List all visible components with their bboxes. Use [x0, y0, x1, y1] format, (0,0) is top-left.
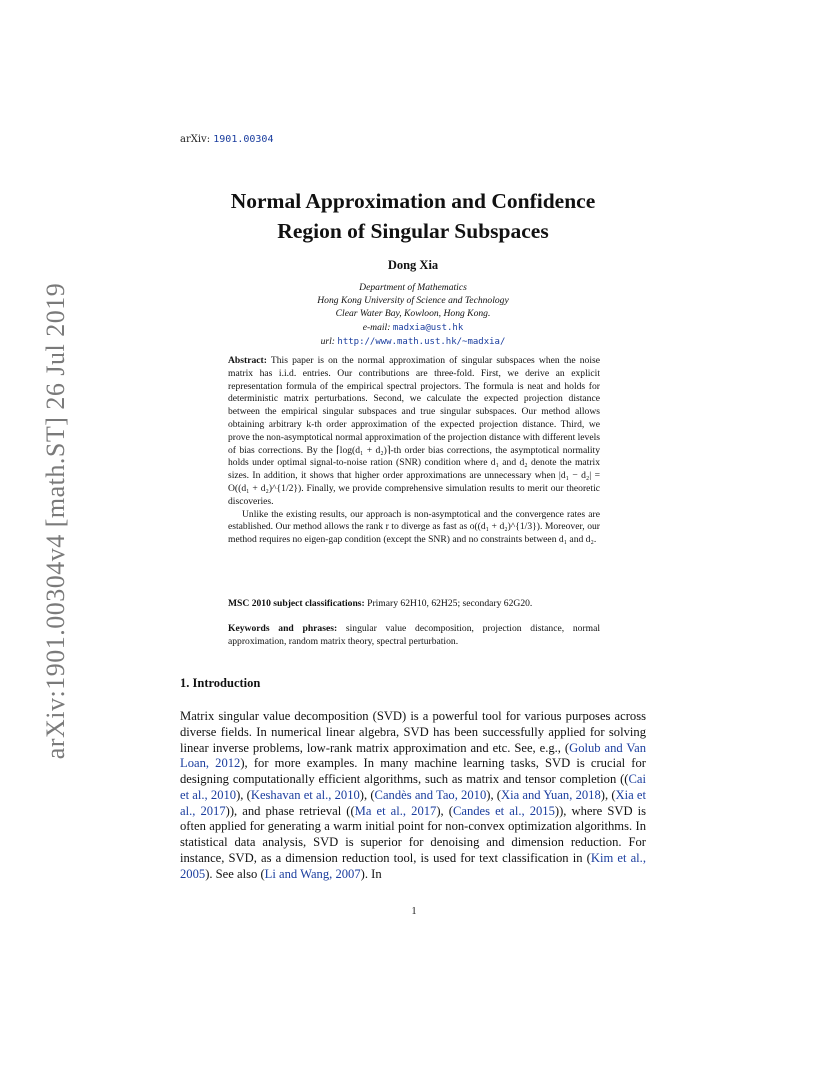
- keywords-block: [228, 623, 600, 649]
- keywords-label: Keywords and phrases:: [228, 623, 338, 634]
- abstract-label: Abstract:: [228, 355, 267, 366]
- citation-link[interactable]: Candes et al., 2015: [452, 803, 555, 818]
- msc-label: MSC 2010 subject classifications:: [228, 598, 365, 609]
- body-text-segment: ). See also (: [205, 866, 265, 881]
- paper-title: [170, 186, 656, 246]
- email-label: e-mail:: [362, 321, 393, 333]
- body-text-segment: ), (: [600, 787, 616, 802]
- affiliation-univ: Hong Kong University of Science and Technology: [317, 295, 509, 307]
- abstract-para-2: Unlike the existing results, our approach is non-asymptotical and the convergence rates are established. Our method allows the rank r to diverge as fast as o((d₁ + d₂)^{1/3}). Moreover, our method requires no eigen-gap condition (except the SNR) and no constraints between d₁ and d₂.: [228, 508, 600, 546]
- body-text-segment: ). In: [360, 866, 382, 881]
- title-line-2: Region of Singular Subspaces: [277, 219, 549, 243]
- body-text-segment: ), (: [486, 787, 501, 802]
- url-link[interactable]: http://www.math.ust.hk/~madxia/: [337, 336, 506, 347]
- citation-link[interactable]: Xia et al., 2017: [180, 787, 646, 818]
- title-line-1: Normal Approximation and Confidence: [230, 189, 596, 213]
- abstract-text-1: This paper is on the normal approximation of singular subspaces when the noise matrix has i.i.d. entries. Our contributions are three-fold. First, we derive an explicit representation formula of the empirical spectral projectors. The formula is neat and holds for deterministic matrix perturbations. Second, we calculate the expected projection distance between the empirical singular subspaces and true singular subspaces. Our method allows obtaining arbitrary k-th order approximation of the expected projection distance. Third, we prove the non-asymptotical normal approximation of the projection distance with different levels of bias corrections. By the ⌈log(d₁ + d₂)⌉-th order bias corrections, the asymptotical normality holds under optimal signal-to-noise ration (SNR) condition where d₁ and d₂ denote the matrix sizes. In addition, it shows that higher order approximations are unnecessary when |d₁ − d₂| = O((d₁ + d₂)^{1/2}). Finally, we provide comprehensive simulation results to merit our theoretic discoveries.: [228, 355, 601, 507]
- side-stamp-text: arXiv:1901.00304v4 [math.ST] 26 Jul 2019: [41, 282, 70, 760]
- body-text-segment: Matrix singular value decomposition (SVD) is a powerful tool for various purposes across diverse fields. In numerical linear algebra, SVD has been successfully applied for solving linear inverse problems, low-rank matrix approximation and etc. See, e.g., (: [180, 709, 646, 755]
- arxiv-prefix: arXiv:: [180, 134, 214, 145]
- citation-link[interactable]: Keshavan et al., 2010: [250, 787, 360, 802]
- citation-link[interactable]: Cai et al., 2010: [180, 772, 646, 802]
- msc-text: Primary 62H10, 62H25; secondary 62G20.: [367, 598, 533, 609]
- keywords-text: singular value decomposition, projection distance, normal approximation, random matrix theory, spectral perturbation.: [228, 623, 601, 647]
- msc-classifications: [228, 598, 600, 611]
- affiliation-block: [200, 281, 626, 349]
- abstract-block: [228, 355, 600, 547]
- affiliation-dept: Department of Mathematics: [359, 282, 467, 293]
- affiliation-address: Clear Water Bay, Kowloon, Hong Kong.: [335, 308, 491, 320]
- body-text-segment: ), (: [359, 787, 375, 802]
- citation-link[interactable]: Ma et al., 2017: [354, 803, 437, 818]
- url-label: url:: [320, 335, 338, 347]
- page-number: 1: [411, 906, 417, 917]
- citation-link[interactable]: Xia and Yuan, 2018: [501, 787, 601, 802]
- body-text-segment: )), where SVD is often applied for generating a warm initial point for non-convex optimization algorithms. In statistical data analysis, SVD is superior for denoising and dimension reduction. For instance, SVD, as a dimension reduction tool, is used for text classification in (: [180, 803, 647, 865]
- citation-link[interactable]: Candès and Tao, 2010: [374, 787, 487, 802]
- arxiv-id-link[interactable]: 1901.00304: [213, 134, 274, 145]
- body-text-segment: ), (: [436, 803, 453, 818]
- affiliation-url-row: [200, 335, 626, 349]
- affiliation-email-row: [200, 321, 626, 335]
- citation-link[interactable]: Kim et al., 2005: [180, 850, 646, 881]
- body-text-segment: ), for more examples. In many machine learning tasks, SVD is crucial for designing computationally efficient algorithms, such as matrix and tensor completion ((: [180, 756, 646, 786]
- section-heading: 1. Introduction: [180, 676, 261, 690]
- abstract-para-1: [228, 355, 600, 509]
- citation-link[interactable]: Li and Wang, 2007: [264, 866, 361, 881]
- intro-paragraph: [180, 709, 646, 882]
- email-link[interactable]: madxia@ust.hk: [392, 322, 464, 333]
- author-name: Dong Xia: [387, 258, 439, 272]
- body-text-segment: )), and phase retrieval ((: [225, 803, 355, 818]
- body-text-segment: ), (: [236, 787, 251, 802]
- citation-link[interactable]: Golub and Van Loan, 2012: [180, 740, 646, 771]
- arxiv-header: [180, 134, 273, 145]
